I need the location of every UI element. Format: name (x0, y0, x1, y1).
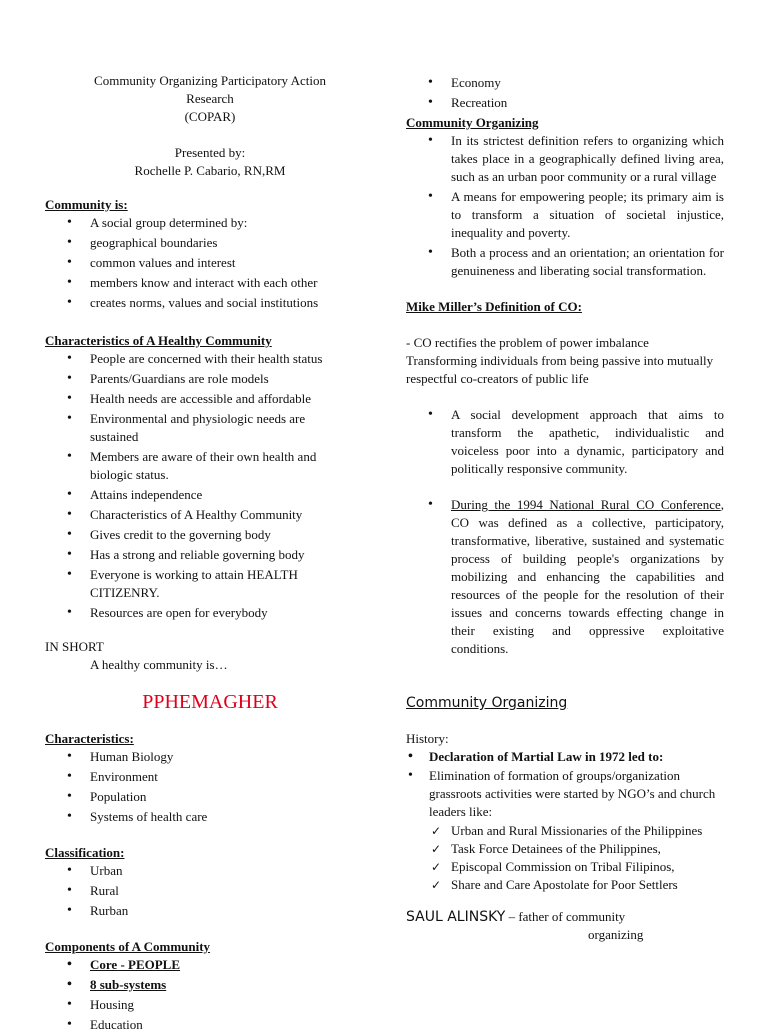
list-item: ✓ Urban and Rural Missionaries of the Philippines (406, 822, 724, 840)
list-item: • Population (45, 788, 375, 806)
list-item: • In its strictest definition refers to organizing which takes place in a geographically defined living area, such as an urban poor community or a rural village (406, 132, 724, 186)
list-item: ✓ Episcopal Commission on Tribal Filipinos, (406, 858, 724, 876)
list-item: • Gives credit to the governing body (45, 526, 375, 544)
left-column (45, 0, 375, 1036)
list-item: • Characteristics of A Healthy Community (45, 506, 375, 524)
list-item: • A means for empowering people; its primary aim is to transform a situation of societal injustice, inequality and poverty. (406, 188, 724, 242)
saul-alinsky-name: SAUL ALINSKY (406, 909, 506, 925)
social-dev-list (406, 406, 724, 478)
characteristics-list (45, 748, 375, 826)
classification-list (45, 862, 375, 920)
components-list (45, 956, 375, 1034)
saul-alinsky-desc-2: organizing (588, 927, 644, 942)
list-item: • members know and interact with each other (45, 274, 375, 292)
list-item: • A social group determined by: (45, 214, 375, 232)
list-item: • Has a strong and reliable governing body (45, 546, 375, 564)
in-short-label: IN SHORT (45, 639, 104, 654)
list-item: • Health needs are accessible and affordable (45, 390, 375, 408)
list-item: • geographical boundaries (45, 234, 375, 252)
list-item: • Systems of health care (45, 808, 375, 826)
list-item: • Declaration of Martial Law in 1972 led to: (406, 748, 724, 766)
conference-definition: , CO was defined as a collective, participatory, transformative, liberative, sustained and systematic process of building people's organizations by mobilizing and enhancing the capabilities and resources of the people for the resolution of their issues and concerns towards effecting change in their existing and oppressive exploitative conditions. (451, 497, 724, 656)
list-item: • Environment (45, 768, 375, 786)
list-item: • Recreation (406, 94, 724, 112)
history-label: History: (406, 731, 449, 746)
history-list (406, 748, 724, 821)
characteristics-heading: Characteristics: (45, 731, 134, 746)
co-heading: Community Organizing (406, 115, 539, 130)
classification-heading: Classification: (45, 845, 125, 860)
list-item: • Both a process and an orientation; an orientation for genuineness and liberating social transformation. (406, 244, 724, 280)
list-item: • Urban (45, 862, 375, 880)
list-item: ✓ Task Force Detainees of the Philippines, (406, 840, 724, 858)
conference-link[interactable]: During the 1994 National Rural CO Conference (451, 497, 721, 512)
miller-paragraph-2: Transforming individuals from being passive into mutually respectful co-creators of public life (406, 353, 714, 386)
list-item: • Human Biology (45, 748, 375, 766)
right-column (406, 0, 724, 944)
list-item: • Rural (45, 882, 375, 900)
list-item: • Environmental and physiologic needs are sustained (45, 410, 375, 446)
organizations-checklist (406, 822, 724, 894)
list-item: • creates norms, values and social institutions (45, 294, 375, 312)
list-item: • Parents/Guardians are role models (45, 370, 375, 388)
co-heading-2: Community Organizing (406, 695, 568, 711)
doc-title-line2: Research (186, 91, 234, 106)
saul-alinsky-line (406, 908, 724, 926)
conference-list (406, 496, 724, 658)
list-item: • Attains independence (45, 486, 375, 504)
healthy-community-heading: Characteristics of A Healthy Community (45, 333, 272, 348)
list-item: • Core - PEOPLE (45, 956, 375, 974)
in-short-line: A healthy community is… (90, 657, 228, 672)
list-item: ✓ Share and Care Apostolate for Poor Settlers (406, 876, 724, 894)
presented-by: Presented by: (174, 145, 246, 160)
list-item: • Housing (45, 996, 375, 1014)
list-item (406, 496, 724, 658)
list-item: • Resources are open for everybody (45, 604, 375, 622)
list-item: • Everyone is working to attain HEALTH CITIZENRY. (45, 566, 375, 602)
list-item: • Education (45, 1016, 375, 1034)
doc-title-line3: (COPAR) (184, 109, 236, 124)
list-item: • 8 sub-systems (45, 976, 375, 994)
doc-title-line1: Community Organizing Participatory Action (94, 73, 326, 88)
list-item: • People are concerned with their health status (45, 350, 375, 368)
list-item: • common values and interest (45, 254, 375, 272)
healthy-community-list (45, 350, 375, 622)
subsystems-list-continued (406, 74, 724, 112)
components-heading: Components of A Community (45, 939, 211, 954)
community-heading: Community is: (45, 197, 128, 212)
acronym: PPHEMAGHER (142, 691, 278, 713)
miller-heading: Mike Miller’s Definition of CO: (406, 299, 582, 314)
saul-alinsky-desc: – father of community (508, 909, 626, 924)
miller-paragraph-1: - CO rectifies the problem of power imbalance (406, 335, 649, 350)
list-item: • Economy (406, 74, 724, 92)
list-item: • Rurban (45, 902, 375, 920)
list-item: • Members are aware of their own health and biologic status. (45, 448, 375, 484)
co-list (406, 132, 724, 280)
list-item: • A social development approach that aims to transform the apathetic, individualistic and voiceless poor into a dynamic, participatory and politically responsive community. (406, 406, 724, 478)
presenter-name: Rochelle P. Cabario, RN,RM (134, 163, 286, 178)
community-list (45, 214, 375, 312)
list-item: • Elimination of formation of groups/organization grassroots activities were started by NGO’s and church leaders like: (406, 767, 724, 821)
